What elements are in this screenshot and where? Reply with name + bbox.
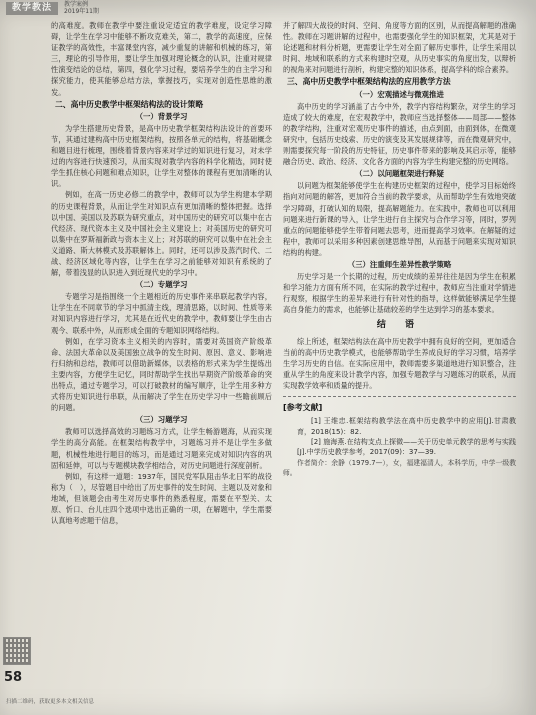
subsection-heading: （一）背景学习 xyxy=(135,111,188,121)
qr-caption: 扫描二维码，获取更多本文相关信息 xyxy=(6,699,95,705)
subsection-heading: （二）以问题框架进行释疑 xyxy=(355,169,444,179)
issue-info xyxy=(64,1,99,15)
paragraph: 例如，有这样一道题：1937年，国民党军队阻击华北日军的战役称为（ ），尽管题目中给出了历史事件的发生时间、主题以及对象和地域，但该题会由考生对历史事件的熟悉程度，需要在平型关、太原、忻口、台儿庄四个选项中选出正确的一项，在解题中，学生需要认真地考虑题干信息， xyxy=(51,471,272,526)
subsection-heading: （三）习题学习 xyxy=(135,415,188,425)
subsection-heading: （二）专题学习 xyxy=(135,280,188,290)
paragraph: 教师可以选择高效的习题练习方式，让学生畅游题海，从而实现学生的高分高能。在框架结构教学中，习题练习并不是让学生多做题，机械性地进行题目的练习，而是通过习题来完成对知识内容的巩固和延伸，可以与专题模块教学相结合，对历史问题进行深度剖析。 xyxy=(51,427,272,470)
subsection-heading: （一）宏观描述与微观推进 xyxy=(355,89,444,99)
paragraph: 高中历史的学习涵盖了古今中外，教学内容结构繁杂，对学生的学习造成了较大的难度，在宏观教学中，教师应当选择整体——局部——整体的教学结构，注重对宏观历史事件的描述，由点到面，由面到体，在微观研究中，包括历史线索、历史的演变及其发展规律等，而在微观研究中，则需要探究每一阶段的历史特征，历史事件带来的影响及其启示等，能够融合历史、政治、经济、文化各方面的内容为学生构建完整的历史网络。 xyxy=(283,101,516,167)
paragraph: 以问题为框架能够使学生在构建历史框架的过程中，使学习目标始终指向对问题的解答，更加符合当前的教学要求，从而帮助学生有效地突破学习障碍，打破认知的局限，提高解题能力。在实践中，教师也可以利用问题来进行新课的导入，让学生进行自主探究与合作学习等，同时，罗列重点的问题能够使学生带着问题去思考，进而提高学习效率。在解疑的过程中，教师可以采用多种因素创建思维导图，从而基于问题来实现对知识结构的构建。 xyxy=(283,181,516,257)
divider xyxy=(283,396,516,397)
author-bio: 作者简介：余静（1979.7—），女，福建福清人，本科学历，中学一级教师。 xyxy=(283,458,516,478)
journal-issue: 2019年11期 xyxy=(64,8,99,15)
paragraph: 专题学习是指围绕一个主题相近的历史事件来串联起教学内容，让学生在不同章节的学习中抓清主线，理清思路，以时间、性质等来对知识内容进行学习，尤其是在近代史的教学中，教师要让学生由古观今、联系中外，从而形成全面的专题知识网络结构。 xyxy=(51,292,272,335)
journal-section: 教学案例 xyxy=(64,1,89,8)
qr-code-icon xyxy=(3,637,31,665)
paragraph: 历史学习是一个长期的过程，历史成绩的差异往往是因为学生在积累和学习能力方面有所不同，在实际的教学过程中，教师应当注重对学情进行观察，根据学生的差异来进行有针对性的指导，这样做能够满足学生提高自身能力的需求，也能够让基础较差的学生达到学习的基本要求。 xyxy=(283,272,516,315)
journal-logo: 教学教法 xyxy=(6,2,58,15)
paragraph: 综上所述，框架结构法在高中历史教学中拥有良好的空间，更加适合当前的高中历史教学模式，也能够帮助学生养成良好的学习习惯，培养学生学习历史的自信。在实际应用中，教师需要多渠道地进行知识整合，注重从学生的角度来设计教学内容，加强专题教学与习题练习的联系，从而实现教学效率和质量的提升。 xyxy=(283,336,516,390)
reference-item: [2] 施海燕.在结构支点上探微——关于历史单元教学的思考与实践[J].中学历史教学参考，2017(09)：37—39. xyxy=(297,437,516,457)
subsection-heading: （三）注重师生差异性教学策略 xyxy=(347,259,452,269)
references-heading: [参考文献] xyxy=(283,403,323,412)
right-column xyxy=(283,20,516,479)
paragraph: 并了解四大战役的时间、空间、角度等方面的区别，从而提高解题的准确性。教师在习题讲解的过程中，也需要强化学生的知识框架，尤其是对于论述题和材料分析题，更需要让学生对全面了解历史事件，让学生采用以时间、地域和联系的方式来构建时空观，从历史事实的角度出发，以辩析的视角来对问题进行剖析，构建完整的知识体系，提高学科的综合素养。 xyxy=(283,21,516,75)
conclusion-heading: 结 语 xyxy=(376,320,423,331)
paragraph: 为学生搭建历史背景，是高中历史教学框架结构法设计的首要环节，其通过建构高中历史框架结构，按照各单元的结构，将基础概念和题目进行梳理，围绕着背景内容来对学过的知识进行复习，对未学过的内容进行快速预习，从而实现对教学内容的科学化精选，同时使学生抓住核心问题和难点知识，让学生对整体的课程有更加清晰的认识。 xyxy=(51,123,272,189)
section-heading: 三、高中历史教学中框架结构法的应用教学方法 xyxy=(287,77,451,87)
paragraph: 的高难度。教师在教学中要注重设定适宜的教学难度，设定学习障碍，让学生在学习中能够不断攻克难关，第二，教学的高速度，应保证教学的高效性，丰富课堂内容，减少重复的讲解和机械的练习，第三，理论的引导作用，要让学生加强对理论概念的认识，注重对规律性演变结论的总结，第四，强化学习过程，要培养学生的自主学习和探究能力，使其能够总结方法，掌握技巧，实现对创造性思维的激发。 xyxy=(51,21,272,97)
page-number: 58 xyxy=(4,670,23,685)
left-column xyxy=(51,20,272,526)
paragraph: 例如，在学习资本主义相关的内容时，需要对英国资产阶级革命、法国大革命以及美国独立战争的发生时间、原因、意义、影响进行归纳和总结，教师可以借助新媒体，以表格的形式来为学生提炼出主要内容，方便学生记忆，同时帮助学生找出早期资产阶级革命的突出特点，通过专题学习，可以打破教材的编写顺序，让学生用多种方式将历史知识进行串联，从而解决了学生在历史学习中一些瞻前顾后的问题。 xyxy=(51,336,272,413)
journal-header xyxy=(6,0,256,16)
section-heading: 二、高中历史教学中框架结构法的设计策略 xyxy=(55,99,204,109)
reference-item: [1] 王维忠.框架结构教学法在高中历史教学中的应用[J].甘肃教育，2018(15)：82. xyxy=(297,417,516,436)
paragraph: 例如，在高一历史必修二的教学中，教师可以为学生构建本学期的历史课程背景，从而让学生对知识点有更加清晰的整体把握。选择以中国、美国以及苏联为研究重点，对中国历史的研究可以集中在古代经济、现代资本主义及中国社会主义建设上；对美国历史的研究可以集中在罗斯福新政与资本主义上；对苏联的研究可以集中在社会主义道路、斯大林模式及苏联解体上。同时，还可以涉及蒸汽时代、二战、经济区域化等内容，让学生在学习之前能够对知识有系统的了解，带着浅显的认识进入到近现代史的学习中。 xyxy=(51,190,272,278)
